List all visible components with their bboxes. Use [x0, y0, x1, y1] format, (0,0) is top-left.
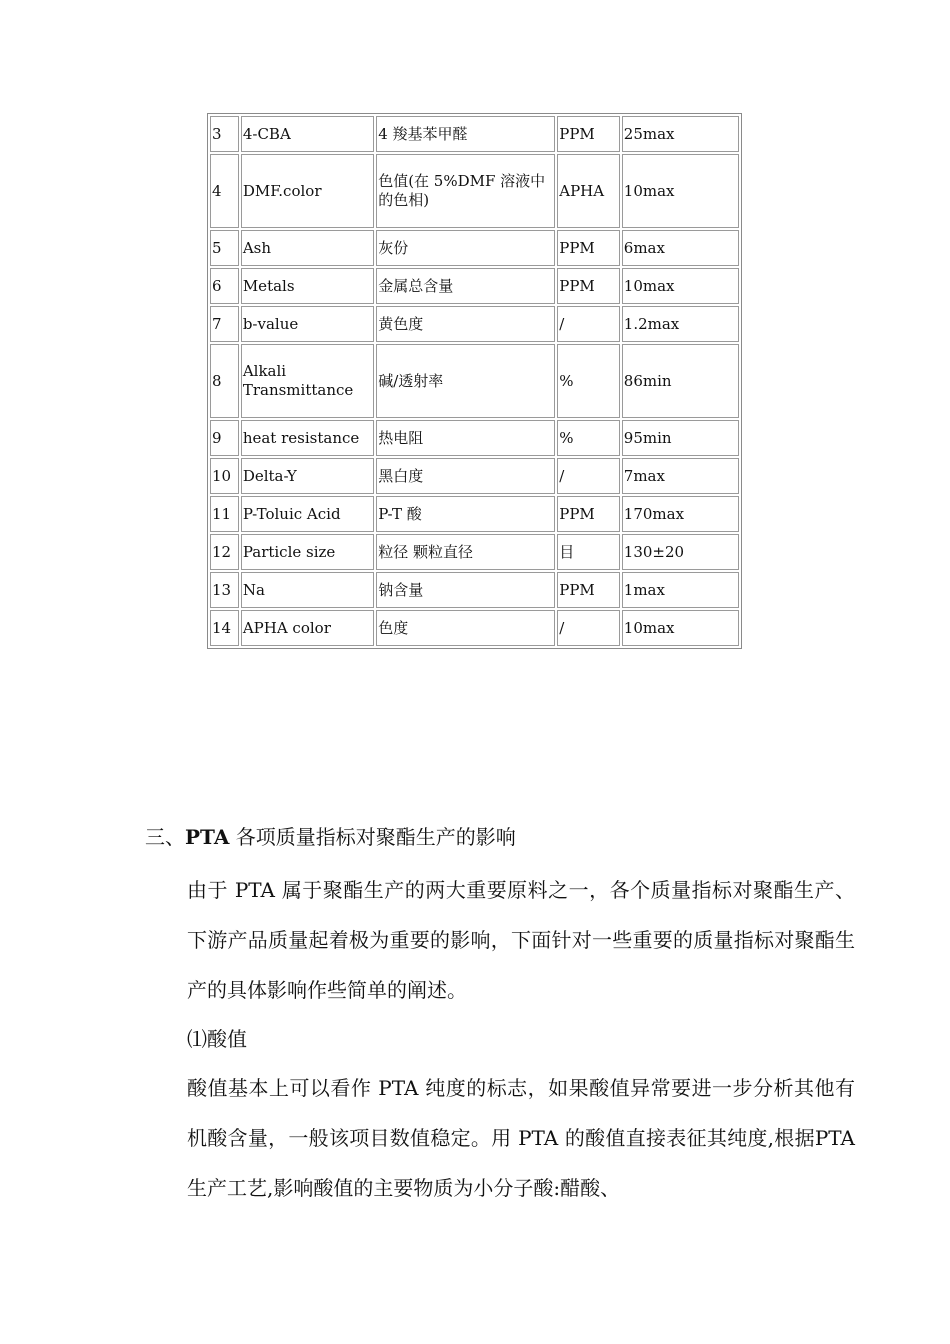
cell-item: Delta-Y: [241, 458, 374, 494]
heading-bold: PTA: [185, 825, 230, 849]
heading-suffix: 各项质量指标对聚酯生产的影响: [229, 825, 516, 849]
cell-unit: PPM: [557, 268, 620, 304]
cell-name: 黑白度: [376, 458, 555, 494]
cell-spec: 25max: [622, 116, 739, 152]
table-row: [210, 610, 739, 646]
cell-no: 10: [210, 458, 239, 494]
cell-no: 14: [210, 610, 239, 646]
table-row: [210, 534, 739, 570]
cell-item: b-value: [241, 306, 374, 342]
intro-paragraph: 由于 PTA 属于聚酯生产的两大重要原料之一，各个质量指标对聚酯生产、下游产品质量起着极为重要的影响，下面针对一些重要的质量指标对聚酯生产的具体影响作些简单的阐述。: [187, 878, 855, 1002]
cell-name: 金属总含量: [376, 268, 555, 304]
cell-spec: 170max: [622, 496, 739, 532]
cell-spec: 1.2max: [622, 306, 739, 342]
cell-no: 12: [210, 534, 239, 570]
cell-item: APHA color: [241, 610, 374, 646]
cell-spec: 86min: [622, 344, 739, 418]
sub-heading: ⑴酸值: [187, 1027, 247, 1051]
cell-unit: PPM: [557, 230, 620, 266]
cell-name: 4 羧基苯甲醛: [376, 116, 555, 152]
cell-spec: 10max: [622, 268, 739, 304]
table-row: [210, 230, 739, 266]
cell-name: 粒径 颗粒直径: [376, 534, 555, 570]
cell-name: 色度: [376, 610, 555, 646]
cell-item: DMF.color: [241, 154, 374, 228]
cell-name: 碱/透射率: [376, 344, 555, 418]
cell-unit: /: [557, 610, 620, 646]
cell-no: 7: [210, 306, 239, 342]
cell-no: 3: [210, 116, 239, 152]
cell-no: 13: [210, 572, 239, 608]
table-row: [210, 496, 739, 532]
cell-no: 6: [210, 268, 239, 304]
cell-unit: /: [557, 458, 620, 494]
cell-no: 11: [210, 496, 239, 532]
cell-no: 4: [210, 154, 239, 228]
heading-prefix: 三、: [145, 825, 185, 849]
cell-item: Particle size: [241, 534, 374, 570]
table-row: [210, 116, 739, 152]
cell-no: 8: [210, 344, 239, 418]
table-row: [210, 458, 739, 494]
cell-unit: %: [557, 344, 620, 418]
cell-spec: 10max: [622, 610, 739, 646]
cell-unit: PPM: [557, 116, 620, 152]
cell-unit: %: [557, 420, 620, 456]
cell-name: 热电阻: [376, 420, 555, 456]
cell-name: 黄色度: [376, 306, 555, 342]
table-row: [210, 268, 739, 304]
cell-spec: 1max: [622, 572, 739, 608]
cell-name: P-T 酸: [376, 496, 555, 532]
cell-unit: 目: [557, 534, 620, 570]
cell-unit: PPM: [557, 496, 620, 532]
cell-item: Na: [241, 572, 374, 608]
table-row: [210, 572, 739, 608]
quality-spec-table: [207, 113, 742, 649]
cell-no: 9: [210, 420, 239, 456]
cell-item: 4-CBA: [241, 116, 374, 152]
cell-item: Alkali Transmittance: [241, 344, 374, 418]
cell-spec: 130±20: [622, 534, 739, 570]
cell-item: Ash: [241, 230, 374, 266]
table-row: [210, 306, 739, 342]
cell-unit: APHA: [557, 154, 620, 228]
cell-spec: 10max: [622, 154, 739, 228]
cell-item: P-Toluic Acid: [241, 496, 374, 532]
cell-unit: /: [557, 306, 620, 342]
cell-unit: PPM: [557, 572, 620, 608]
cell-name: 色值(在 5%DMF 溶液中的色相): [376, 154, 555, 228]
cell-name: 灰份: [376, 230, 555, 266]
cell-name: 钠含量: [376, 572, 555, 608]
table-row: [210, 154, 739, 228]
cell-no: 5: [210, 230, 239, 266]
cell-item: Metals: [241, 268, 374, 304]
cell-spec: 7max: [622, 458, 739, 494]
cell-spec: 95min: [622, 420, 739, 456]
table-row: [210, 344, 739, 418]
cell-spec: 6max: [622, 230, 739, 266]
section-heading: [145, 822, 516, 852]
acid-value-paragraph: 酸值基本上可以看作 PTA 纯度的标志，如果酸值异常要进一步分析其他有机酸含量，一般该项目数值稳定。用 PTA 的酸值直接表征其纯度,根据PTA 生产工艺,影响酸值的主要物质为小分子酸:醋酸、: [187, 1076, 855, 1200]
cell-item: heat resistance: [241, 420, 374, 456]
table-row: [210, 420, 739, 456]
